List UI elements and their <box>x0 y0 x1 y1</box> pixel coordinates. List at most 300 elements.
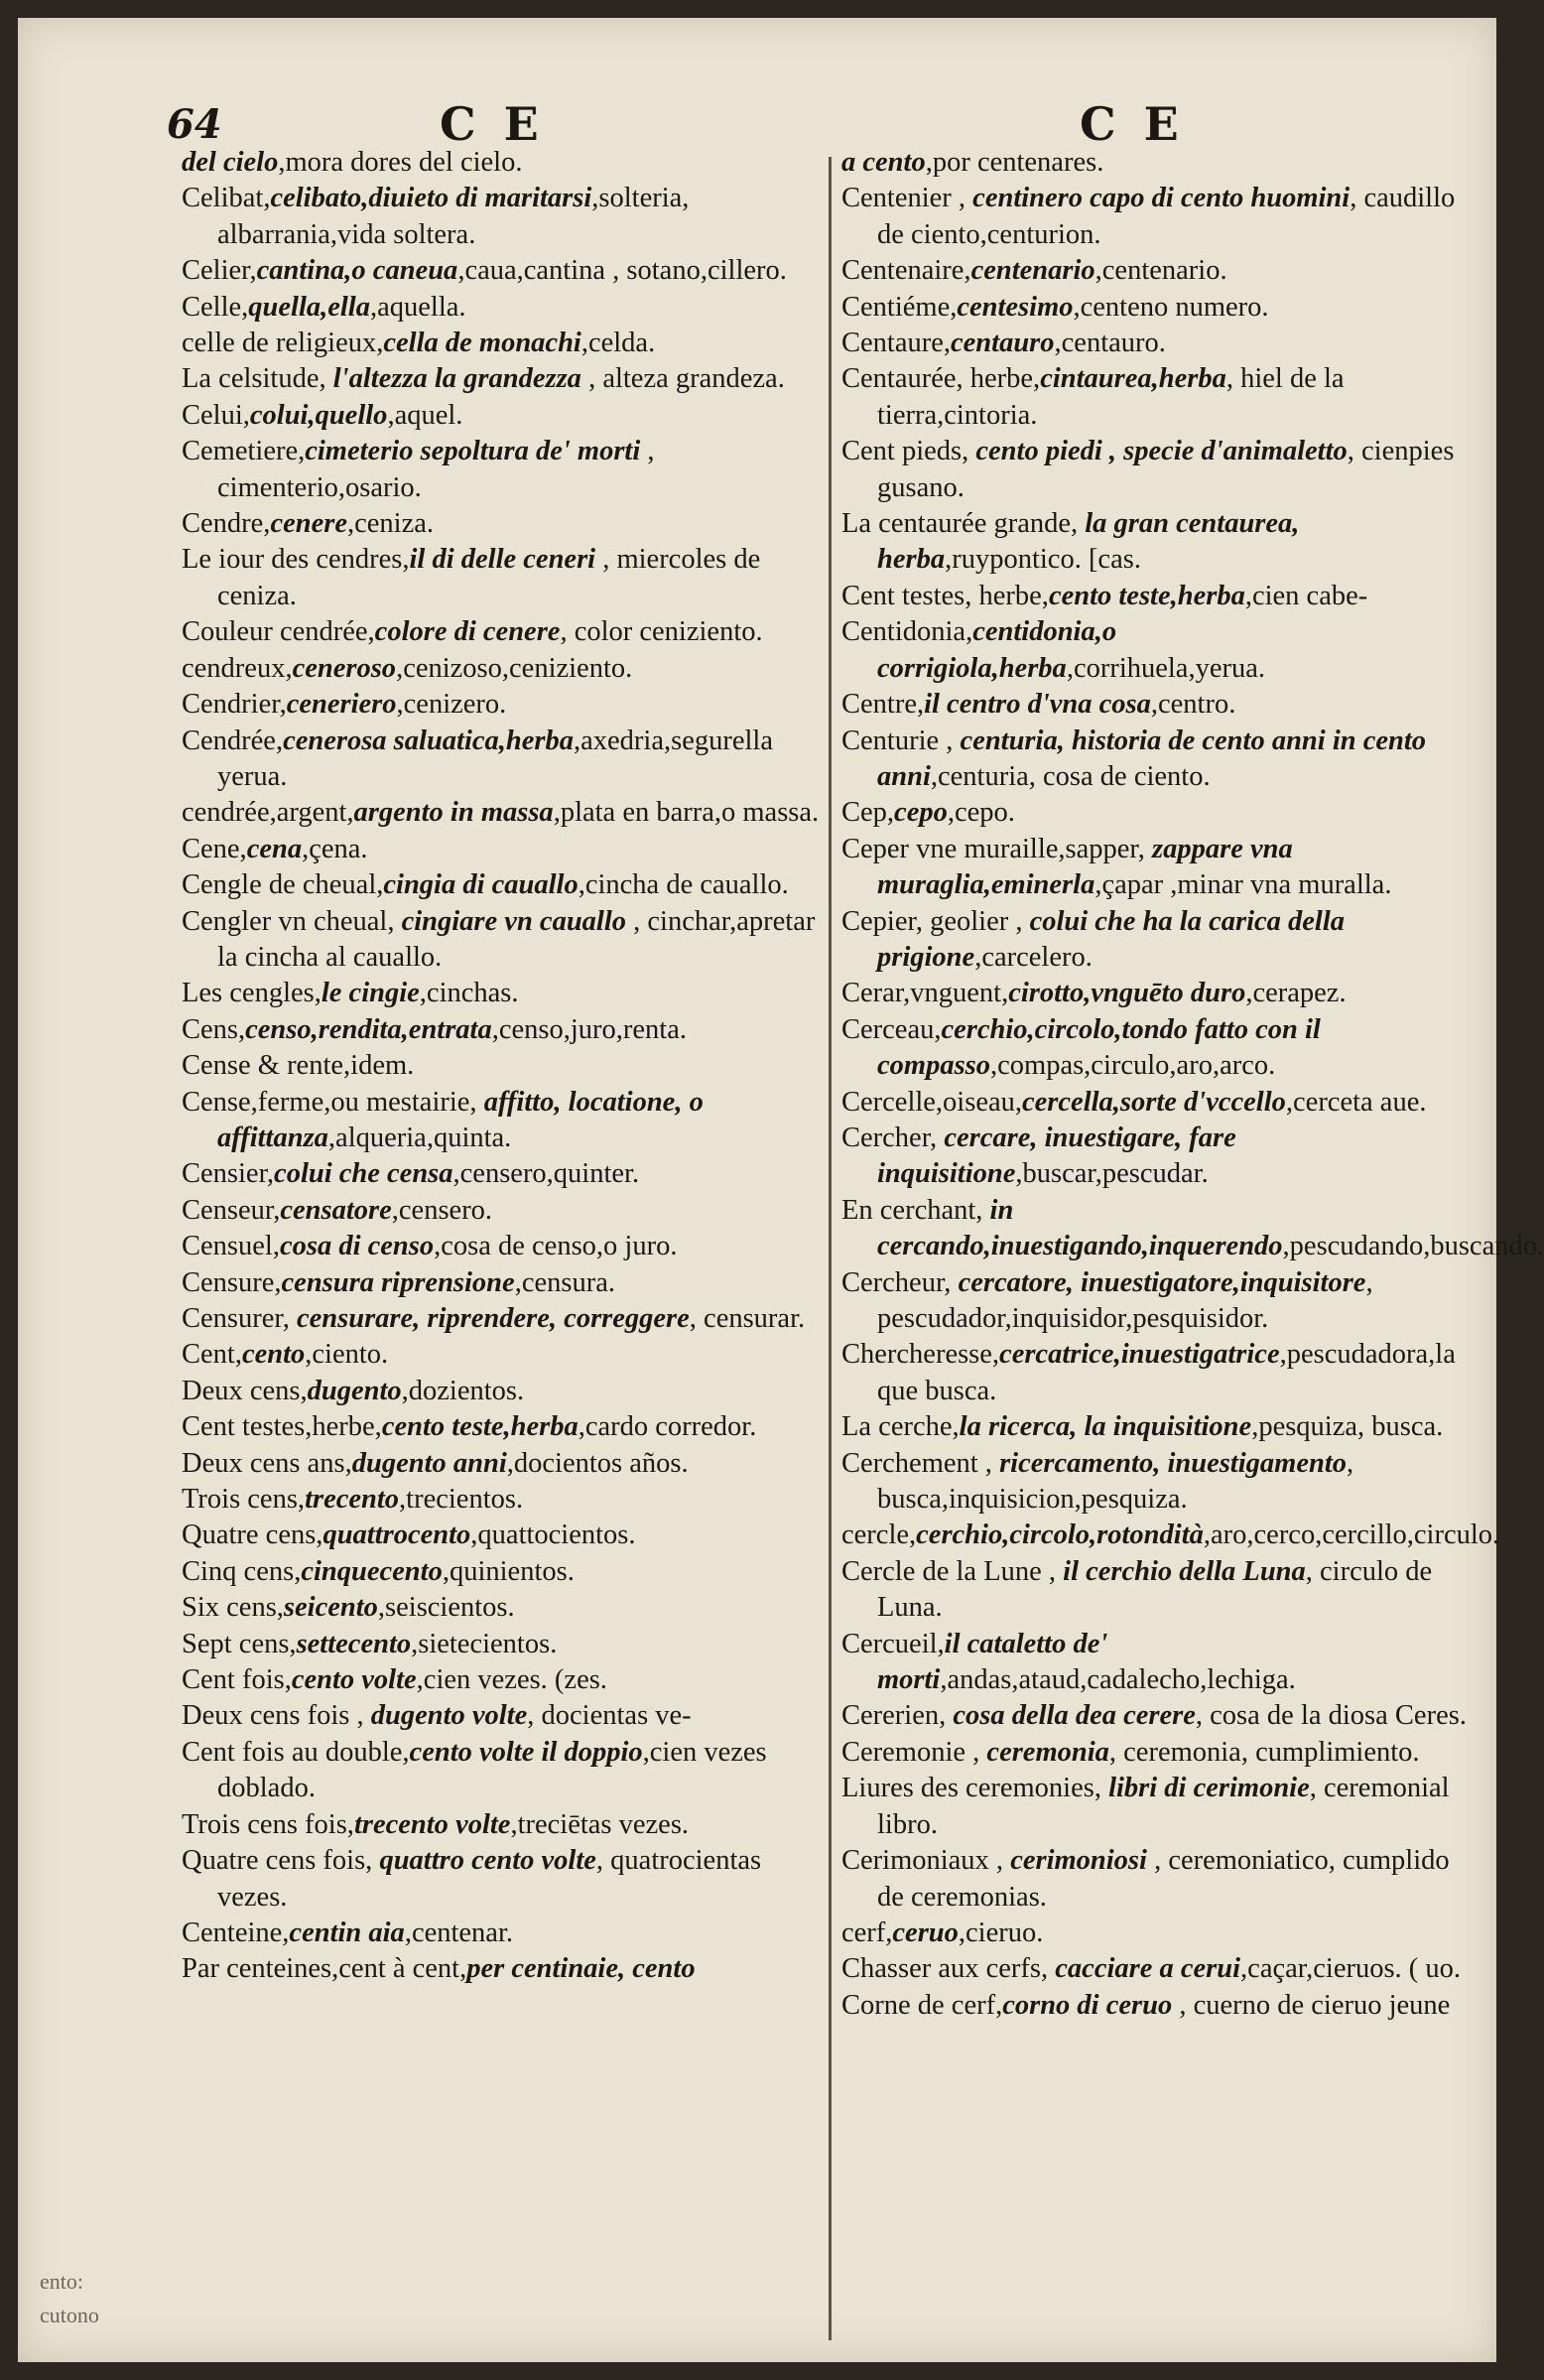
running-head-right: CE <box>1080 97 1207 151</box>
entry-spanish: ,treciētas vezes. <box>510 1808 690 1840</box>
entry-french: Cercheur, <box>841 1266 959 1298</box>
dictionary-entry <box>182 398 827 434</box>
dictionary-entry <box>182 1156 827 1192</box>
entry-french: Cercueil, <box>841 1628 945 1659</box>
dictionary-entry <box>182 253 827 289</box>
dictionary-entry <box>841 1843 1477 1916</box>
entry-spanish: ,censero. <box>391 1194 493 1226</box>
entry-spanish: ,celda. <box>580 328 656 359</box>
dictionary-entry <box>182 326 827 361</box>
entry-italian: cosa della dea cerere <box>953 1700 1196 1732</box>
dictionary-entry <box>841 1554 1477 1627</box>
entry-french: Cene, <box>182 833 247 864</box>
entry-spanish: ,centenar. <box>404 1917 513 1948</box>
entry-spanish: , docientas ve- <box>527 1700 692 1732</box>
entry-italian: quattro cento volte <box>379 1845 596 1877</box>
entry-italian: ceruo <box>892 1917 959 1948</box>
dictionary-entry <box>182 1301 827 1337</box>
entry-italian: cento teste,herba <box>381 1411 579 1443</box>
entry-french: Centenier , <box>841 183 973 214</box>
entry-french: Cerar,vnguent, <box>841 978 1009 1009</box>
entry-spanish: ,mora dores del cielo. <box>278 147 523 178</box>
entry-french: Centiéme, <box>841 291 958 323</box>
entry-italian: cercatore, inuestigatore,inquisitore <box>958 1266 1366 1298</box>
dictionary-entry <box>841 1193 1544 1265</box>
dictionary-entry <box>182 290 827 326</box>
entry-spanish: ,ciento. <box>305 1339 389 1371</box>
entry-italian: cento <box>241 1339 306 1371</box>
entry-french: Cense,ferme,ou mestairie, <box>182 1086 484 1118</box>
dictionary-entry <box>841 506 1477 579</box>
entry-spanish: ,censo,juro,renta. <box>491 1013 687 1045</box>
entry-spanish: ,axedria,segurella yerua. <box>217 725 773 792</box>
dictionary-entry <box>841 832 1477 904</box>
entry-french: Cent fois, <box>182 1664 292 1696</box>
entry-french: Cinq cens, <box>182 1555 302 1587</box>
entry-italian: l'altezza la grandezza <box>332 363 581 395</box>
entry-italian: cenerosa saluatica,herba <box>283 725 574 756</box>
dictionary-entry <box>182 1590 827 1626</box>
dictionary-entry <box>841 1698 1477 1734</box>
entry-french: Cemetiere, <box>182 436 306 467</box>
dictionary-entry <box>182 651 827 687</box>
entry-spanish: ,dozientos. <box>401 1375 525 1406</box>
entry-spanish: , cinchar,apretar la cincha al cauallo. <box>217 905 816 973</box>
entry-spanish: , ceremoniatico, cumplido de ceremonias. <box>877 1845 1450 1913</box>
entry-italian: cintaurea,herba <box>1040 363 1226 395</box>
entry-french: Corne de cerf, <box>841 1989 1003 2021</box>
entry-spanish: , caudillo de ciento,centurion. <box>877 183 1456 250</box>
dictionary-entry <box>841 614 1477 687</box>
entry-italian: cerchio,circolo,tondo fatto con il compasso <box>877 1013 1321 1082</box>
entry-italian: trecento <box>305 1484 400 1516</box>
entry-french: Le iour des cendres, <box>182 544 410 576</box>
entry-italian: cella de monachi <box>383 328 581 359</box>
dictionary-entry <box>182 1698 827 1734</box>
entry-italian: cercare, inuestigare, fare inquisitione <box>877 1122 1236 1190</box>
entry-french: Cepier, geolier , <box>841 905 1030 937</box>
entry-french: Cent pieds, <box>841 436 976 467</box>
entry-spanish: , ceremonia, cumplimiento. <box>1108 1736 1420 1768</box>
entry-italian: ceneroso <box>292 652 397 684</box>
entry-italian: centuria, historia de cento anni in cento anni <box>877 725 1427 792</box>
entry-italian: trecento volte <box>353 1808 511 1840</box>
page-header <box>18 77 1496 151</box>
entry-french: Cengle de cheual, <box>182 869 384 901</box>
dictionary-entry <box>182 1627 827 1662</box>
entry-spanish: ,cien vezes doblado. <box>217 1736 767 1804</box>
dictionary-entry <box>841 1518 1500 1553</box>
entry-italian: la gran centaurea, herba <box>877 508 1300 576</box>
entry-italian: le cingie <box>321 978 420 1009</box>
entry-spanish: ,ruypontico. [cas. <box>945 544 1141 576</box>
entry-spanish: ,çena. <box>302 833 368 864</box>
dictionary-entry <box>182 687 827 723</box>
entry-italian: seicento <box>283 1592 378 1624</box>
page-number: 64 <box>167 101 222 148</box>
entry-french: Cerimoniaux , <box>841 1845 1011 1877</box>
entry-italian: cercatrice,inuestigatrice <box>999 1339 1280 1371</box>
entry-french: Censeur, <box>182 1194 281 1226</box>
dictionary-entry <box>182 1409 827 1445</box>
entry-italian: argento in massa <box>353 797 554 829</box>
entry-italian: la ricerca, la inquisitione <box>959 1411 1252 1443</box>
entry-italian: dugento <box>307 1375 402 1406</box>
entry-spanish: , alteza grandeza. <box>580 363 785 395</box>
entry-italian: cinquecento <box>301 1555 443 1587</box>
dictionary-entry <box>841 1085 1477 1121</box>
entry-french: Deux cens ans, <box>182 1447 352 1479</box>
entry-spanish: ,caçar,cieruos. ( uo. <box>1240 1953 1462 1985</box>
entry-french: La celsitude, <box>182 363 333 395</box>
dictionary-entry <box>182 1446 827 1482</box>
entry-spanish: ,pescudadora,la que busca. <box>877 1339 1456 1406</box>
entry-spanish: ,cerapez. <box>1245 978 1347 1009</box>
dictionary-entry <box>841 1771 1477 1843</box>
dictionary-entry <box>841 145 1477 181</box>
dictionary-entry <box>841 1446 1477 1519</box>
dictionary-entry <box>182 1085 827 1157</box>
dictionary-entry <box>182 1048 827 1084</box>
entry-french: Cercher, <box>841 1122 945 1153</box>
dictionary-entry <box>182 1482 827 1518</box>
entry-spanish: , cienpies gusano. <box>877 436 1455 503</box>
dictionary-entry <box>182 1229 827 1264</box>
entry-spanish: , censurar. <box>689 1303 806 1334</box>
entry-italian: affitto, locatione, o affittanza <box>217 1086 704 1153</box>
entry-italian: celibato,diuieto di maritarsi <box>270 183 592 214</box>
dictionary-entry <box>182 1951 827 1987</box>
entry-french: cerf, <box>841 1917 893 1948</box>
entry-french: Cep, <box>841 797 895 829</box>
entry-spanish: ,aquella. <box>369 291 466 323</box>
entry-french: Cent fois au double, <box>182 1736 410 1768</box>
entry-french: Chercheresse, <box>841 1339 1000 1371</box>
entry-italian: il cerchio della Luna <box>1063 1555 1306 1587</box>
entry-french: cercle, <box>841 1520 917 1551</box>
entry-spanish: ,aquel. <box>387 399 463 431</box>
dictionary-entry <box>182 614 827 650</box>
dictionary-entry <box>841 976 1477 1011</box>
dictionary-entry <box>182 181 827 253</box>
entry-spanish: ,caua,cantina , sotano,cillero. <box>457 255 787 287</box>
entry-french: Centre, <box>841 689 925 721</box>
dictionary-entry <box>182 1916 827 1951</box>
dictionary-entry <box>182 832 827 867</box>
entry-italian: dugento anni <box>351 1447 507 1479</box>
entry-spanish: ,pescudando,buscando. <box>1282 1231 1544 1262</box>
entry-french: Cengler vn cheual, <box>182 905 402 937</box>
entry-italian: ceremonia <box>986 1736 1109 1768</box>
entry-french: Centenaire, <box>841 255 971 287</box>
entry-spanish: , circulo de Luna. <box>877 1555 1433 1624</box>
entry-spanish: , quatrocientas vezes. <box>217 1845 762 1913</box>
entry-italian: in cercando,inuestigando,inquerendo <box>877 1194 1283 1262</box>
entry-italian: del cielo <box>182 147 279 178</box>
entry-italian: cento volte <box>291 1664 417 1696</box>
entry-italian: censo,rendita,entrata <box>245 1013 492 1045</box>
entry-italian: centin aia <box>289 1917 405 1948</box>
dictionary-entry <box>182 434 827 506</box>
entry-french: Quatre cens fois, <box>182 1845 380 1877</box>
entry-italian: cosa di censo <box>279 1231 435 1262</box>
entry-italian: il centro d'vna cosa <box>924 689 1151 721</box>
entry-spanish: ,compas,circulo,aro,arco. <box>990 1050 1276 1082</box>
entry-french: Trois cens, <box>182 1484 306 1516</box>
entry-french: Par centeines,cent à cent, <box>182 1953 467 1985</box>
left-column <box>182 145 827 1988</box>
dictionary-entry <box>841 1627 1477 1699</box>
entry-italian: cingia di cauallo <box>383 869 579 901</box>
entry-italian: cingiare vn cauallo <box>401 905 627 937</box>
entry-italian: quattrocento <box>322 1520 471 1551</box>
entry-french: Centaure, <box>841 328 951 359</box>
dictionary-entry <box>841 290 1477 326</box>
entry-french: Celier, <box>182 255 257 287</box>
entry-italian: cepo <box>894 797 948 829</box>
dictionary-page <box>18 18 1544 2362</box>
entry-french: cendrée,argent, <box>182 797 354 829</box>
entry-spanish: , busca,inquisicion,pesquiza. <box>877 1447 1354 1516</box>
entry-spanish: ,cepo. <box>947 797 1015 829</box>
dictionary-entry <box>182 361 827 397</box>
entry-italian: quella,ella <box>248 291 370 323</box>
entry-italian: il cataletto de' morti <box>877 1628 1108 1696</box>
dictionary-entry <box>841 1337 1477 1409</box>
entry-french: En cerchant, <box>841 1194 990 1226</box>
entry-spanish: ,cien cabe- <box>1244 580 1368 611</box>
entry-spanish: ,cardo corredor. <box>578 1411 757 1443</box>
entry-italian: a cento <box>841 147 926 178</box>
entry-french: Cent testes, herbe, <box>841 580 1049 611</box>
entry-french: Sept cens, <box>182 1628 297 1659</box>
dictionary-entry <box>182 506 827 542</box>
entry-french: Cendre, <box>182 508 271 540</box>
entry-spanish: ,centuria, cosa de ciento. <box>930 760 1211 792</box>
column-divider <box>829 157 832 2340</box>
entry-french: Centidonia, <box>841 616 973 648</box>
entry-italian: per centinaie, cento <box>466 1953 696 1985</box>
entry-italian: zappare vna muraglia,eminerla <box>877 833 1293 901</box>
entry-spanish: ,centeno numero. <box>1073 291 1269 323</box>
entry-spanish: ,centauro. <box>1054 328 1166 359</box>
entry-french: cendreux, <box>182 652 293 684</box>
entry-italian: cacciare a cerui <box>1055 1953 1241 1985</box>
entry-french: Liures des ceremonies, <box>841 1773 1109 1804</box>
entry-spanish: ,quattocientos. <box>470 1520 636 1551</box>
entry-spanish: ,carcelero. <box>974 941 1093 973</box>
entry-italian: cena <box>246 833 303 864</box>
entry-spanish: , miercoles de ceniza. <box>217 544 761 611</box>
entry-spanish: , cosa de la diosa Ceres. <box>1195 1700 1467 1732</box>
entry-spanish: ,censero,quinter. <box>452 1158 640 1190</box>
entry-spanish: ,corrihuela,yerua. <box>1066 652 1265 684</box>
dictionary-entry <box>841 1988 1477 2024</box>
entry-french: Centeine, <box>182 1917 290 1948</box>
entry-french: Couleur cendrée, <box>182 616 375 648</box>
entry-spanish: ,cenizero. <box>396 689 507 721</box>
margin-note: ento: <box>40 2269 83 2294</box>
entry-french: Ceper vne muraille,sapper, <box>841 833 1153 864</box>
entry-french: Chasser aux cerfs, <box>841 1953 1056 1985</box>
entry-spanish: ,alqueria,quinta. <box>327 1122 512 1153</box>
entry-spanish: , ceremonial libro. <box>877 1773 1450 1840</box>
dictionary-entry <box>182 724 827 796</box>
dictionary-entry <box>841 326 1477 361</box>
entry-italian: cento teste,herba <box>1048 580 1245 611</box>
entry-french: Cendrier, <box>182 689 287 721</box>
entry-spanish: ,docientos años. <box>506 1447 689 1479</box>
entry-french: Centaurée, herbe, <box>841 363 1041 395</box>
dictionary-entry <box>841 795 1477 831</box>
entry-italian: cento piedi , specie d'animaletto <box>975 436 1348 467</box>
dictionary-entry <box>841 1012 1477 1085</box>
entry-italian: censura riprensione <box>281 1266 515 1298</box>
entry-french: Cerceau, <box>841 1013 942 1045</box>
entry-italian: centidonia,o corrigiola,herba <box>877 616 1117 684</box>
entry-italian: centauro <box>951 328 1055 359</box>
dictionary-entry <box>182 1012 827 1048</box>
entry-spanish: ,cinchas. <box>419 978 519 1009</box>
entry-spanish: , pescudador,inquisidor,pesquisidor. <box>877 1266 1373 1334</box>
entry-spanish: ,ceniza. <box>346 508 435 540</box>
dictionary-entry <box>182 1807 827 1843</box>
entry-spanish: ,cincha de cauallo. <box>578 869 789 901</box>
entry-spanish: ,sietecientos. <box>411 1628 558 1659</box>
entry-french: Les cengles, <box>182 978 322 1009</box>
dictionary-entry <box>182 976 827 1011</box>
entry-french: Centurie , <box>841 725 961 756</box>
dictionary-entry <box>841 253 1477 289</box>
entry-italian: il di delle ceneri <box>409 544 596 576</box>
margin-note: cutono <box>40 2303 99 2327</box>
dictionary-entry <box>182 904 827 977</box>
entry-french: Censure, <box>182 1266 282 1298</box>
entry-french: Deux cens, <box>182 1375 308 1406</box>
entry-french: Cercle de la Lune , <box>841 1555 1064 1587</box>
entry-french: Celle, <box>182 291 249 323</box>
entry-italian: centesimo <box>957 291 1074 323</box>
dictionary-entry <box>841 434 1477 506</box>
entry-italian: censurare, riprendere, correggere <box>297 1303 690 1334</box>
entry-french: celle de religieux, <box>182 328 384 359</box>
entry-spanish: ,plata en barra,o massa. <box>553 797 820 829</box>
entry-spanish: ,cenizoso,ceniziento. <box>396 652 633 684</box>
entry-spanish: ,cien vezes. (zes. <box>416 1664 607 1696</box>
entry-italian: ceneriero <box>286 689 397 721</box>
dictionary-entry <box>182 1735 827 1807</box>
dictionary-entry <box>182 1265 827 1301</box>
dictionary-entry <box>841 1735 1477 1771</box>
entry-spanish: ,andas,ataud,cadalecho,lechiga. <box>940 1664 1296 1696</box>
dictionary-entry <box>182 1662 827 1698</box>
entry-spanish: ,pesquiza, busca. <box>1251 1411 1444 1443</box>
entry-spanish: , cimenterio,osario. <box>217 436 655 503</box>
entry-french: Cerchement , <box>841 1447 1000 1479</box>
entry-spanish: ,cosa de censo,o juro. <box>434 1231 678 1262</box>
dictionary-entry <box>841 904 1477 977</box>
entry-spanish: ,seiscientos. <box>377 1592 515 1624</box>
entry-italian: settecento <box>296 1628 412 1659</box>
entry-french: Ceremonie , <box>841 1736 987 1768</box>
entry-italian: cerchio,circolo,rotondità <box>916 1520 1204 1551</box>
entry-french: Celibat, <box>182 183 271 214</box>
entry-spanish: , hiel de la tierra,cintoria. <box>877 363 1345 431</box>
entry-spanish: ,aro,cerco,cercillo,circulo. <box>1203 1520 1500 1551</box>
entry-italian: colore di cenere <box>374 616 561 648</box>
entry-spanish: ,buscar,pescudar. <box>1015 1158 1209 1190</box>
dictionary-entry <box>182 1518 827 1553</box>
entry-italian: colui che censa <box>274 1158 453 1190</box>
dictionary-entry <box>841 1121 1477 1193</box>
entry-french: Six cens, <box>182 1592 284 1624</box>
entry-italian: cantina,o caneua <box>256 255 458 287</box>
entry-french: Quatre cens, <box>182 1520 323 1551</box>
entry-italian: centinero capo di cento huomini <box>972 183 1351 214</box>
entry-spanish: , color ceniziento. <box>560 616 763 648</box>
entry-french: Cense & rente,idem. <box>182 1050 415 1082</box>
dictionary-entry <box>182 542 827 614</box>
entry-french: Cens, <box>182 1013 246 1045</box>
entry-italian: cimeterio sepoltura de' morti <box>305 436 641 467</box>
entry-italian: colui che ha la carica della prigione <box>877 905 1346 973</box>
entry-french: Cendrée, <box>182 725 284 756</box>
entry-french: Cercelle,oiseau, <box>841 1086 1022 1118</box>
entry-spanish: ,por centenares. <box>925 147 1104 178</box>
dictionary-entry <box>841 579 1477 614</box>
dictionary-entry <box>841 1916 1477 1951</box>
entry-spanish: ,çapar ,minar vna muralla. <box>1094 869 1392 901</box>
dictionary-entry <box>841 361 1477 434</box>
entry-italian: censatore <box>280 1194 392 1226</box>
entry-italian: cirotto,vnguēto duro <box>1008 978 1246 1009</box>
dictionary-entry <box>841 1265 1477 1338</box>
entry-french: Censier, <box>182 1158 275 1190</box>
entry-french: Celui, <box>182 399 250 431</box>
entry-spanish: ,centro. <box>1150 689 1236 721</box>
entry-italian: cercella,sorte d'vccello <box>1022 1086 1286 1118</box>
dictionary-entry <box>182 1193 827 1229</box>
entry-italian: cerimoniosi <box>1010 1845 1147 1877</box>
entry-french: La centaurée grande, <box>841 508 1086 540</box>
dictionary-entry <box>182 1337 827 1373</box>
entry-italian: libri di cerimonie <box>1108 1773 1310 1804</box>
entry-italian: corno di ceruo <box>1002 1989 1173 2021</box>
entry-italian: cenere <box>270 508 347 540</box>
dictionary-entry <box>841 724 1477 796</box>
dictionary-entry <box>182 1554 827 1590</box>
entry-spanish: ,censura. <box>514 1266 615 1298</box>
dictionary-entry <box>841 1409 1477 1445</box>
entry-italian: colui,quello <box>249 399 388 431</box>
dictionary-entry <box>841 1951 1477 1987</box>
entry-italian: ricercamento, inuestigamento <box>999 1447 1347 1479</box>
dictionary-entry <box>182 145 827 181</box>
running-head-left: CE <box>440 97 567 151</box>
dictionary-entry <box>182 867 827 903</box>
entry-french: Deux cens fois , <box>182 1700 371 1732</box>
dictionary-entry <box>182 795 827 831</box>
entry-french: Censurer, <box>182 1303 297 1334</box>
entry-french: Trois cens fois, <box>182 1808 354 1840</box>
entry-italian: centenario <box>970 255 1095 287</box>
entry-french: La cerche, <box>841 1411 960 1443</box>
entry-italian: cento volte il doppio <box>409 1736 643 1768</box>
entry-italian: dugento volte <box>370 1700 528 1732</box>
entry-spanish: ,cerceta aue. <box>1285 1086 1427 1118</box>
dictionary-entry <box>182 1374 827 1409</box>
dictionary-entry <box>841 687 1477 723</box>
